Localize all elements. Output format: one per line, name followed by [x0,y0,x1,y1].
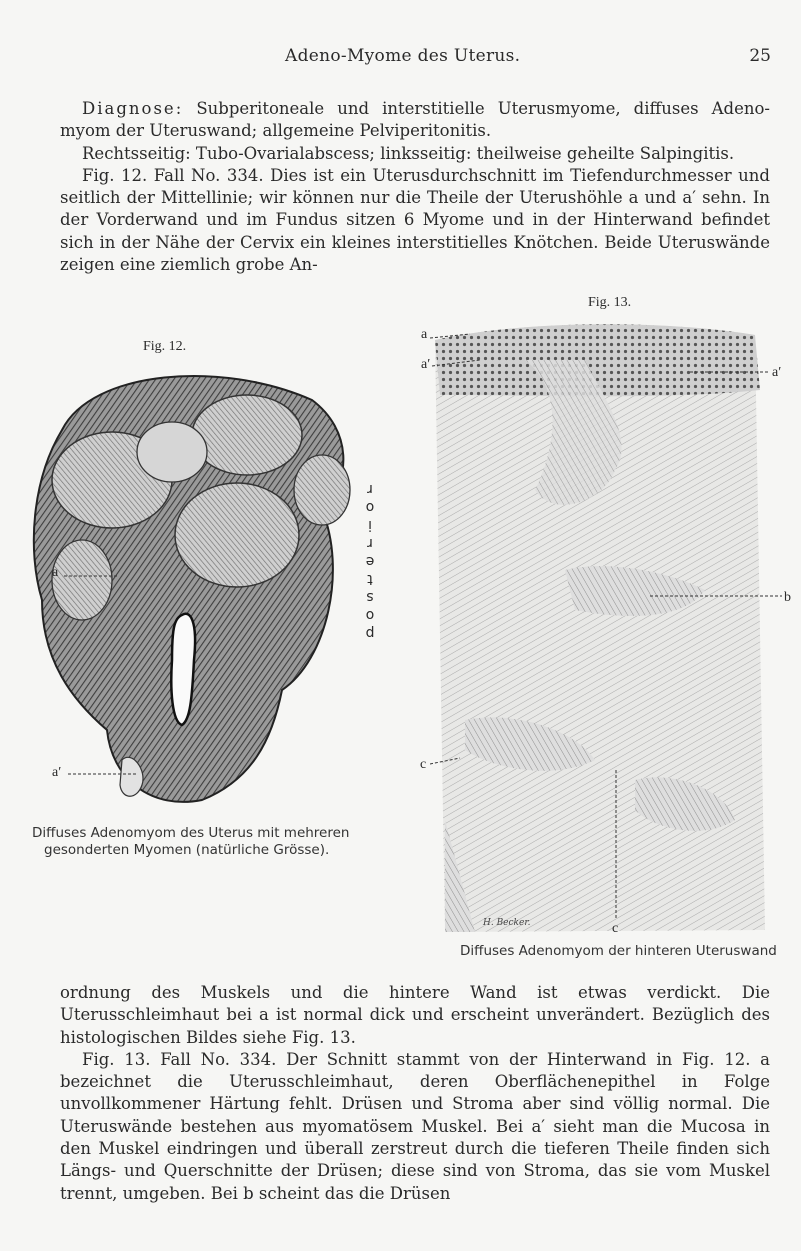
fig13-label: Fig. 13. [588,295,632,310]
fig12-marker-a: a [52,565,59,580]
posterior-letter: s [366,589,374,605]
fig12-caption-line: Diffuses Adenomyom des Uterus mit mehreren [32,825,350,841]
fig12-caption [32,825,372,859]
fig13-marker-a: a [421,327,428,342]
fig12-label: Fig. 12. [143,339,187,354]
fig12-description-paragraph: Fig. 12. Fall No. 334. Dies ist ein Uterusdurchschnitt im Tiefendurchmesser und seitlich der Mittellinie; wir können nur die Theile der Uterushöhle a und a′ sehn. In der Vorderwand und im Fundus sitzen 6 Myome und in der Hinterwand befindet sich in der Nähe der Cervix ein kleines interstitielles Knötchen. Beide Uteruswände zeigen eine ziemlich grobe An- [60,165,770,275]
diagnosis-heading: Diagnose: [82,99,184,118]
fig12-leader-lines [58,570,178,780]
fig13-leader-lines [430,330,790,930]
posterior-letter: e [365,553,375,569]
posterior-letter: i [368,517,372,533]
bottom-text-block [60,982,770,1205]
posterior-letter: o [365,499,375,515]
fig13-caption: Diffuses Adenomyom der hinteren Uteruswand [460,943,777,959]
posterior-letter: r [367,535,373,551]
running-title: Adeno-Myome des Uterus. [285,46,521,66]
side-findings-paragraph: Rechtsseitig: Tubo-Ovarialabscess; linksseitig: theilweise geheilte Salpingitis. [82,143,735,163]
diagnosis-body: Subperitoneale und interstitielle Uterusmyome, diffuses Adeno-myom der Uteruswand; allgemeine Pelviperitonitis. [60,99,770,141]
fig13-marker-a-prime-left: a′ [421,357,431,372]
posterior-letter: t [367,571,373,587]
page-header [0,46,801,66]
fig12-caption-line: gesonderten Myomen (natürliche Grösse). [44,842,330,858]
page-number: 25 [749,46,771,66]
fig13-description-paragraph: Fig. 13. Fall No. 334. Der Schnitt stammt von der Hinterwand in Fig. 12. a bezeichnet die Uterusschleimhaut, deren Oberflächenepithel in Folge unvollkommener Härtung fehlt. Drüsen und Stroma aber sind völlig normal. Die Uteruswände bestehen aus myomatösem Muskel. Bei a′ sieht man die Mucosa in den Muskel eindringen und überall zerstreut durch die tieferen Theile finden sich Längs- und Querschnitte der Drüsen; diese sind von Stroma, das sie vom Muskel trennt, umgeben. Bei b scheint das die Drüsen [60,1049,770,1203]
fig12-posterior-label [361,480,379,642]
fig13-artist-signature: H. Becker. [483,918,531,928]
fig13-marker-a-prime-right: a′ [772,365,782,380]
fig13-marker-c-left: c [420,757,427,772]
diagnosis-paragraph [60,98,770,143]
fig13-marker-c-bottom: c [612,921,619,936]
fig13-marker-b: b [784,590,791,605]
fig12-marker-a-prime: a′ [52,765,62,780]
top-text-block [60,98,770,276]
continuation-paragraph: ordnung des Muskels und die hintere Wand ist etwas verdickt. Die Uterusschleimhaut bei a ist normal dick und erscheint unverändert. Bezüglich des histologischen Bildes siehe Fig. 13. [60,983,770,1047]
posterior-letter: p [365,625,375,641]
posterior-letter: r [367,481,373,497]
posterior-letter: o [365,607,375,623]
